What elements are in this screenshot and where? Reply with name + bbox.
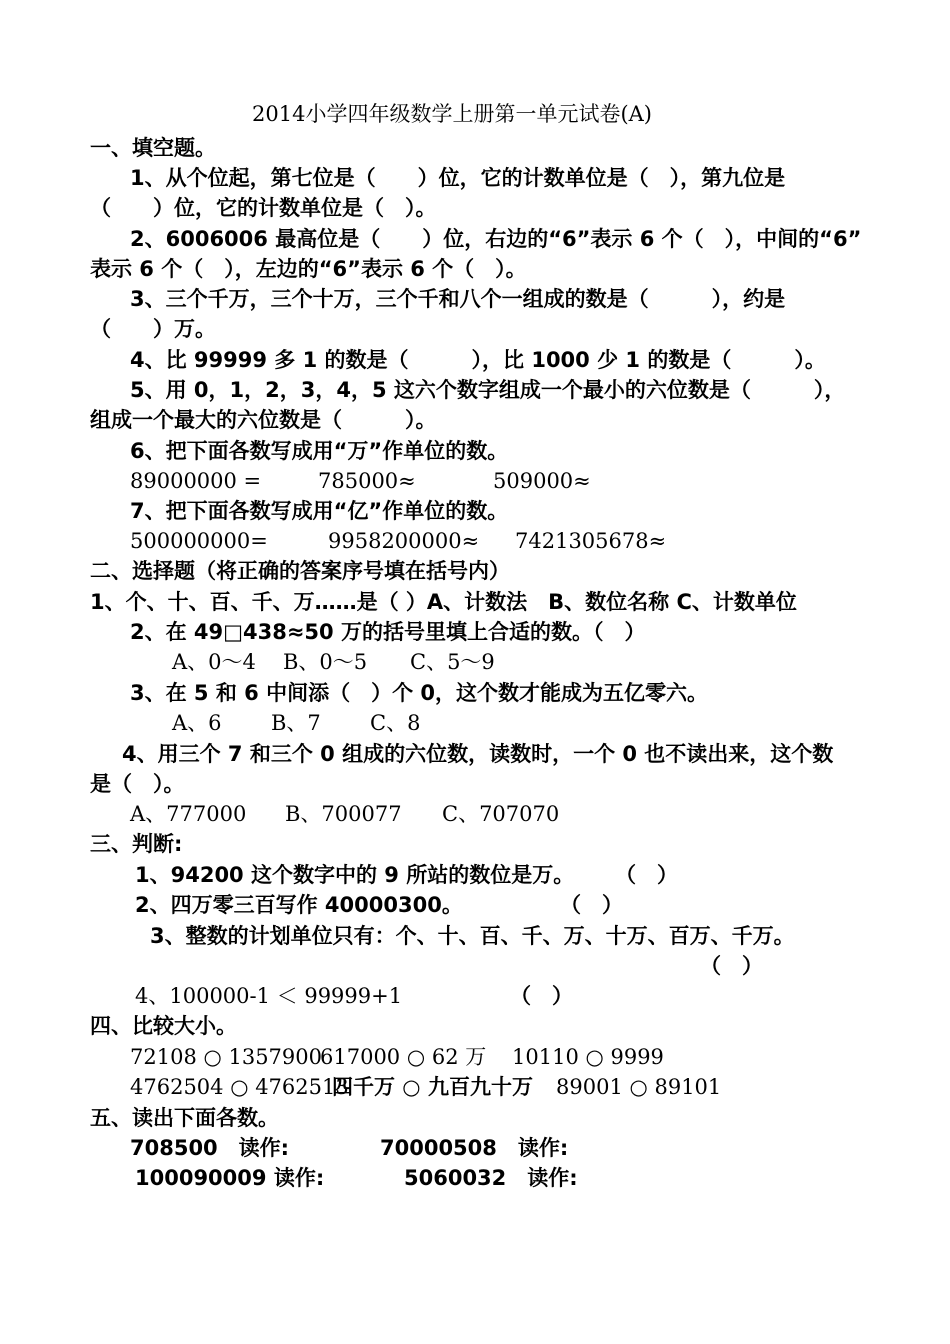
read-item: 100090009 读作: — [135, 1166, 325, 1190]
question-text: 3、在 5 和 6 中间添（ ）个 0，这个数才能成为五亿零六。 — [130, 681, 709, 705]
question-text: （ ）万。 — [90, 317, 216, 341]
compare-item: 89001 ○ 89101 — [556, 1075, 722, 1099]
option: A、0～4 — [172, 650, 256, 674]
option: C、8 — [370, 711, 421, 735]
answer-paren: （ ） — [560, 893, 623, 917]
option: C、5～9 — [410, 650, 495, 674]
answer-item: 500000000= — [130, 529, 268, 553]
compare-item: 10110 ○ 9999 — [512, 1045, 664, 1069]
question-text: 3、三个千万，三个十万，三个千和八个一组成的数是（ ），约是 — [130, 287, 786, 311]
answer-item: 9958200000≈ — [328, 529, 480, 553]
question-text: 2、6006006 最高位是（ ）位，右边的“6”表示 6 个（ ），中间的“6” — [130, 227, 862, 251]
option: B、7 — [271, 711, 321, 735]
question-text: 6、把下面各数写成用“万”作单位的数。 — [130, 439, 509, 463]
question-text: 4、用三个 7 和三个 0 组成的六位数，读数时，一个 0 也不读出来，这个数 — [122, 742, 834, 766]
question-text: 4、比 99999 多 1 的数是（ ），比 1000 少 1 的数是（ ）。 — [130, 348, 826, 372]
answer-paren: （ ） — [700, 954, 763, 978]
question-text: 表示 6 个（ ），左边的“6”表示 6 个（ ）。 — [90, 257, 527, 281]
option: C、707070 — [442, 802, 560, 826]
answer-item: 785000≈ — [318, 469, 416, 493]
section-heading-fill: 一、填空题。 — [90, 136, 216, 160]
page-title: 2014小学四年级数学上册第一单元试卷(A) — [252, 102, 652, 126]
question-text: 是（ ）。 — [90, 772, 185, 796]
question-text: 组成一个最大的六位数是（ ）。 — [90, 408, 437, 432]
read-item: 70000508 读作: — [380, 1136, 569, 1160]
question-text: 2、四万零三百写作 40000300。 — [135, 893, 463, 917]
compare-item: 617000 ○ 62 万 — [320, 1045, 487, 1069]
compare-item: 4762504 ○ 4762513 — [130, 1075, 349, 1099]
question-text: 5、用 0，1，2，3，4，5 这六个数字组成一个最小的六位数是（ ）， — [130, 378, 846, 402]
option: A、6 — [172, 711, 222, 735]
answer-item: 89000000 = — [130, 469, 262, 493]
answer-item: 7421305678≈ — [515, 529, 667, 553]
section-heading-judge: 三、判断: — [90, 832, 183, 856]
question-text: 7、把下面各数写成用“亿”作单位的数。 — [130, 499, 509, 523]
read-item: 708500 读作: — [130, 1136, 290, 1160]
answer-paren: （ ） — [510, 984, 573, 1008]
option: A、777000 — [130, 802, 247, 826]
option: B、0～5 — [283, 650, 368, 674]
read-item: 5060032 读作: — [404, 1166, 578, 1190]
answer-item: 509000≈ — [493, 469, 591, 493]
section-heading-compare: 四、比较大小。 — [90, 1014, 237, 1038]
question-text: 3、整数的计划单位只有：个、十、百、千、万、十万、百万、千万。 — [150, 924, 795, 948]
section-heading-choice: 二、选择题（将正确的答案序号填在括号内） — [90, 559, 510, 583]
question-text: （ ）位，它的计数单位是（ ）。 — [90, 196, 437, 220]
question-text: 4、100000-1 ＜ 99999+1 — [135, 984, 403, 1008]
answer-paren: （ ） — [615, 863, 678, 887]
compare-item: 72108 ○ 1357900 — [130, 1045, 323, 1069]
question-text: 1、从个位起，第七位是（ ）位，它的计数单位是（ ），第九位是 — [130, 166, 786, 190]
compare-item: 四千万 ○ 九百九十万 — [332, 1075, 533, 1099]
question-text: 2、在 49□438≈50 万的括号里填上合适的数。（ ） — [130, 620, 646, 644]
section-heading-read: 五、读出下面各数。 — [90, 1106, 279, 1130]
question-text: 1、个、十、百、千、万……是（ ）A、计数法 B、数位名称 C、计数单位 — [90, 590, 797, 614]
question-text: 1、94200 这个数字中的 9 所站的数位是万。 — [135, 863, 575, 887]
option: B、700077 — [285, 802, 402, 826]
